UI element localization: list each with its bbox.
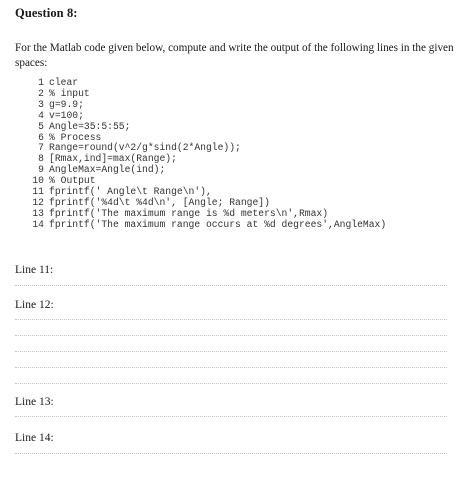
code-line-text: Range=round(v^2/g*sind(2*Angle)); [49, 142, 241, 154]
code-line-number: 9 [38, 164, 44, 176]
answer-label-line-13: Line 13: [15, 396, 54, 408]
code-line-text: % input [49, 87, 90, 99]
code-line-number: 13 [32, 207, 44, 219]
code-block [30, 78, 386, 231]
answer-line[interactable] [15, 285, 447, 286]
code-line-number: 11 [32, 186, 44, 198]
answer-line[interactable] [15, 453, 447, 454]
code-line-text: clear [49, 77, 79, 88]
answer-line[interactable] [15, 335, 447, 336]
code-line-text: v=100; [49, 109, 84, 121]
answer-line[interactable] [15, 416, 447, 417]
instructions-text: For the Matlab code given below, compute and write the output of the following lines in the given spaces: [15, 42, 454, 69]
code-line-number: 3 [38, 98, 44, 110]
code-line-number: 6 [38, 131, 44, 143]
code-line-number: 8 [38, 153, 44, 165]
code-line-number: 10 [32, 175, 44, 187]
code-line-number: 5 [38, 120, 44, 132]
answer-line[interactable] [15, 319, 447, 320]
code-line-number: 2 [38, 87, 44, 99]
code-line-number: 14 [32, 218, 44, 230]
code-line-text: fprintf(' Angle\t Range\n'), [49, 186, 212, 198]
question-title: Question 8: [15, 6, 78, 20]
code-line [30, 220, 386, 231]
code-line-number: 12 [32, 196, 44, 208]
code-line-number: 4 [38, 109, 44, 121]
code-line-text: Angle=35:5:55; [49, 120, 131, 132]
code-line-text: fprintf('The maximum range occurs at %d degrees',AngleMax) [49, 218, 387, 230]
code-line-text: fprintf('The maximum range is %d meters\n',Rmax) [49, 207, 329, 219]
code-line-text: AngleMax=Angle(ind); [49, 164, 166, 176]
code-line-text: fprintf('%4d\t %4d\n', [Angle; Range]) [49, 196, 270, 208]
code-line-number: 7 [38, 142, 44, 154]
code-line-text: % Process [49, 131, 102, 143]
code-line-text: g=9.9; [49, 98, 84, 110]
answer-line[interactable] [15, 351, 447, 352]
answer-label-line-12: Line 12: [15, 299, 54, 311]
code-line-text: % Output [49, 175, 96, 187]
code-line-number: 1 [38, 77, 44, 88]
answer-line[interactable] [15, 383, 447, 384]
answer-label-line-14: Line 14: [15, 432, 54, 444]
code-line-text: [Rmax,ind]=max(Range); [49, 153, 177, 165]
answer-label-line-11: Line 11: [15, 264, 54, 276]
answer-line[interactable] [15, 367, 447, 368]
